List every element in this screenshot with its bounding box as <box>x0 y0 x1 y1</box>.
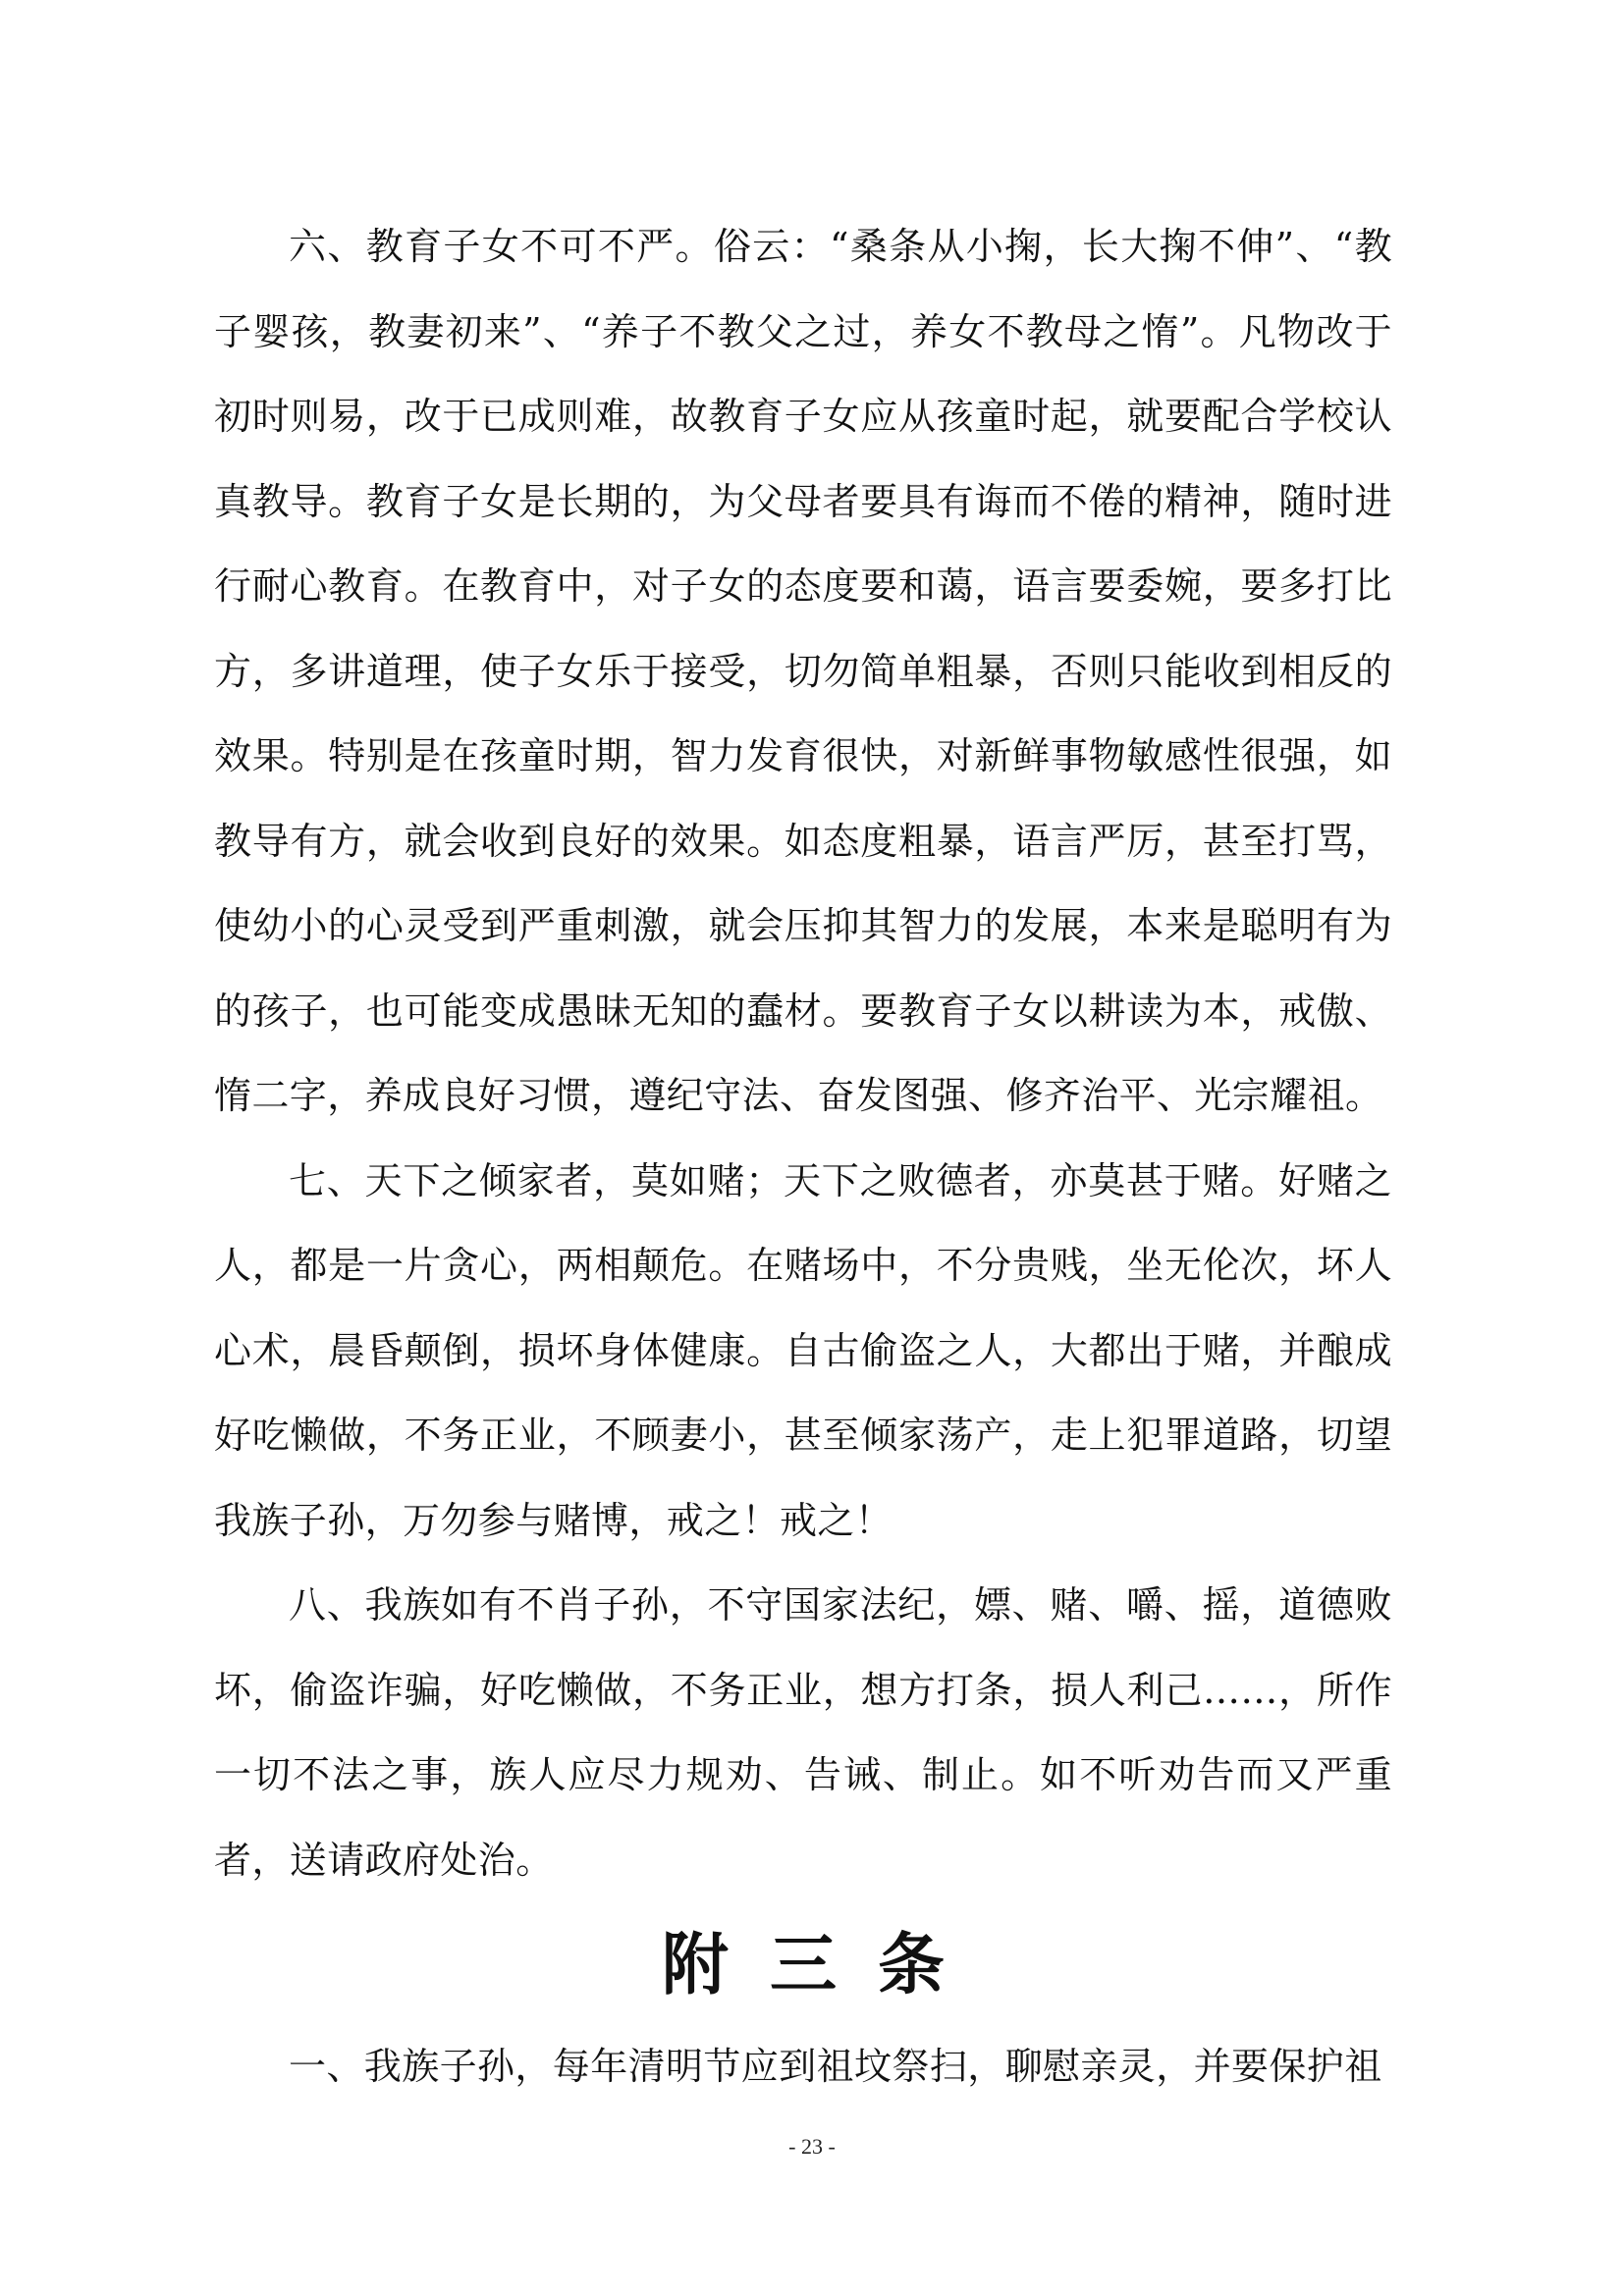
paragraph-six: 六、教育子女不可不严。俗云：“桑条从小掬，长大掬不伸”、“教子婴孩，教妻初来”、“养子不教父之过，养女不教母之惰”。凡物改于初时则易，改于已成则难，故教育子女应从孩童时起，就要配合学校认真教导。教育子女是长期的，为父母者要具有诲而不倦的精神，随时进行耐心教育。在教育中，对子女的态度要和蔼，语言要委婉，要多打比方，多讲道理，使子女乐于接受，切勿简单粗暴，否则只能收到相反的效果。特别是在孩童时期，智力发育很快，对新鲜事物敏感性很强，如教导有方，就会收到良好的效果。如态度粗暴，语言严厉，甚至打骂，使幼小的心灵受到严重刺激，就会压抑其智力的发展，本来是聪明有为的孩子，也可能变成愚昧无知的蠢材。要教育子女以耕读为本，戒傲、惰二字，养成良好习惯，遵纪守法、奋发图强、修齐治平、光宗耀祖。 <box>214 225 1392 1117</box>
paragraph-seven: 七、天下之倾家者，莫如赌；天下之败德者，亦莫甚于赌。好赌之人，都是一片贪心，两相颠危。在赌场中，不分贵贱，坐无伦次，坏人心术，晨昏颠倒，损坏身体健康。自古偷盗之人，大都出于赌，并酿成好吃懒做，不务正业，不顾妻小，甚至倾家荡产，走上犯罪道路，切望我族子孙，万勿参与赌博，戒之！戒之！ <box>214 1158 1392 1542</box>
page-number: - 23 - <box>788 2134 836 2159</box>
paragraph-appendix-one: 一、我族子孙，每年清明节应到祖坟祭扫，聊慰亲灵，并要保护祖 <box>289 2045 1382 2088</box>
paragraph-eight: 八、我族如有不肖子孙，不守国家法纪，嫖、赌、嚼、摇，道德败坏，偷盗诈骗，好吃懒做，不务正业，想方打条，损人利己……，所作一切不法之事，族人应尽力规劝、告诫、制止。如不听劝告而又严重者，送请政府处治。 <box>214 1583 1392 1882</box>
section-heading: 附三条 <box>661 1926 986 2004</box>
document-body <box>214 204 1392 2109</box>
